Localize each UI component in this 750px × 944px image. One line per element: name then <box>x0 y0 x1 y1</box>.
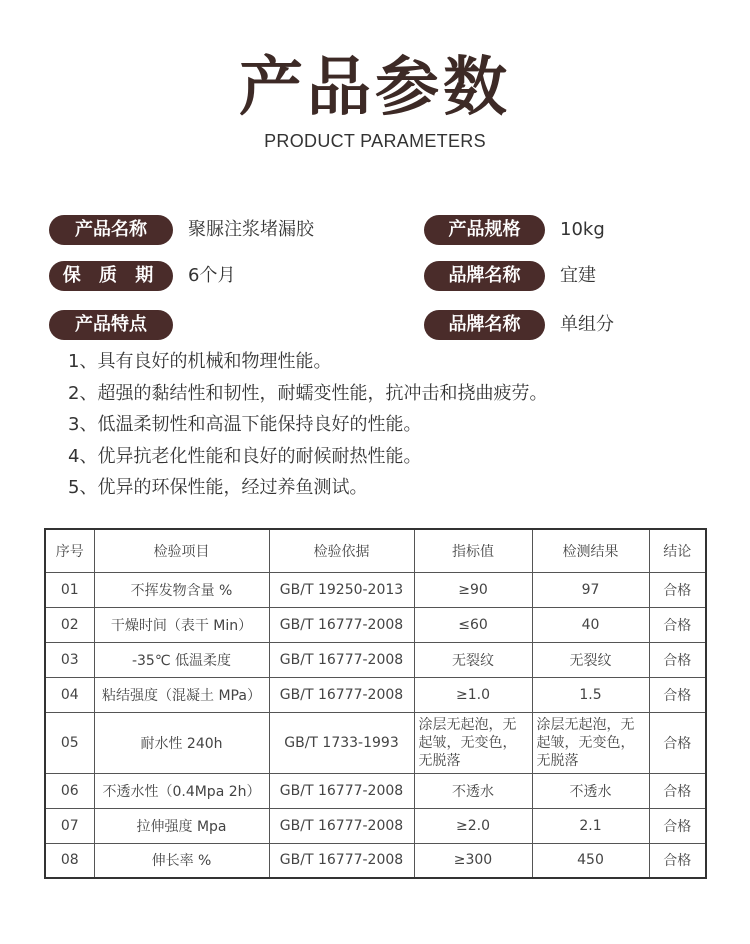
product-name-label: 产品名称 <box>49 215 173 245</box>
header-item: 检验项目 <box>94 529 269 572</box>
shelf-life-label: 保 质 期 <box>49 261 173 291</box>
cell-conclusion: 合格 <box>649 773 706 808</box>
cell-index-value: ≥2.0 <box>414 808 532 843</box>
cell-index-value: 无裂纹 <box>414 642 532 677</box>
cell-item: 耐水性 240h <box>94 712 269 773</box>
header-index-value: 指标值 <box>414 529 532 572</box>
product-name-value: 聚脲注浆堵漏胶 <box>188 219 314 240</box>
header-serial: 序号 <box>45 529 94 572</box>
cell-index-value: ≥90 <box>414 572 532 607</box>
cell-index-value: ≥1.0 <box>414 677 532 712</box>
product-features-label: 产品特点 <box>49 310 173 340</box>
cell-item: 不挥发物含量 % <box>94 572 269 607</box>
cell-conclusion: 合格 <box>649 712 706 773</box>
cell-standard: GB/T 16777-2008 <box>269 843 414 878</box>
table-row <box>45 572 706 607</box>
table-row <box>45 773 706 808</box>
feature-item: 4、优异抗老化性能和良好的耐候耐热性能。 <box>68 445 422 467</box>
product-spec-label: 产品规格 <box>424 215 545 245</box>
table-row <box>45 677 706 712</box>
header-standard: 检验依据 <box>269 529 414 572</box>
feature-list <box>68 346 547 504</box>
parameters-table <box>44 528 707 879</box>
cell-result: 无裂纹 <box>532 642 649 677</box>
table-row <box>45 642 706 677</box>
cell-item: 不透水性（0.4Mpa 2h） <box>94 773 269 808</box>
cell-result: 不透水 <box>532 773 649 808</box>
cell-item: 伸长率 % <box>94 843 269 878</box>
cell-serial: 05 <box>45 712 94 773</box>
feature-item: 2、超强的黏结性和韧性，耐蠕变性能，抗冲击和挠曲疲劳。 <box>68 382 548 404</box>
cell-standard: GB/T 19250-2013 <box>269 572 414 607</box>
cell-standard: GB/T 16777-2008 <box>269 607 414 642</box>
table-row <box>45 607 706 642</box>
cell-index-value: 涂层无起泡，无起皱，无变色，无脱落 <box>414 712 532 773</box>
page-title: 产品参数 <box>239 51 511 125</box>
cell-conclusion: 合格 <box>649 642 706 677</box>
cell-standard: GB/T 16777-2008 <box>269 642 414 677</box>
cell-item: 拉伸强度 Mpa <box>94 808 269 843</box>
cell-result: 450 <box>532 843 649 878</box>
cell-result: 涂层无起泡，无起皱，无变色，无脱落 <box>532 712 649 773</box>
cell-result: 2.1 <box>532 808 649 843</box>
header-result: 检测结果 <box>532 529 649 572</box>
cell-serial: 06 <box>45 773 94 808</box>
feature-item: 5、优异的环保性能，经过养鱼测试。 <box>68 477 368 498</box>
table-row <box>45 843 706 878</box>
component-value: 单组分 <box>560 314 614 335</box>
cell-conclusion: 合格 <box>649 808 706 843</box>
cell-index-value: 不透水 <box>414 773 532 808</box>
feature-item: 1、具有良好的机械和物理性能。 <box>68 351 332 372</box>
table-row <box>45 712 706 773</box>
cell-result: 97 <box>532 572 649 607</box>
cell-serial: 03 <box>45 642 94 677</box>
cell-serial: 02 <box>45 607 94 642</box>
cell-conclusion: 合格 <box>649 843 706 878</box>
product-spec-value: 10kg <box>560 219 605 240</box>
cell-serial: 01 <box>45 572 94 607</box>
component-label: 品牌名称 <box>424 310 545 340</box>
feature-item: 3、低温柔韧性和高温下能保持良好的性能。 <box>68 414 422 435</box>
shelf-life-value: 6个月 <box>188 265 236 286</box>
cell-standard: GB/T 16777-2008 <box>269 808 414 843</box>
cell-serial: 08 <box>45 843 94 878</box>
brand-name-label: 品牌名称 <box>424 261 545 291</box>
cell-serial: 07 <box>45 808 94 843</box>
header-conclusion: 结论 <box>649 529 706 572</box>
cell-index-value: ≤60 <box>414 607 532 642</box>
page-subtitle: PRODUCT PARAMETERS <box>264 131 486 151</box>
cell-standard: GB/T 16777-2008 <box>269 773 414 808</box>
cell-serial: 04 <box>45 677 94 712</box>
cell-result: 40 <box>532 607 649 642</box>
cell-result: 1.5 <box>532 677 649 712</box>
cell-conclusion: 合格 <box>649 572 706 607</box>
cell-item: 干燥时间（表干 Min） <box>94 607 269 642</box>
brand-name-value: 宜建 <box>560 265 596 286</box>
cell-standard: GB/T 16777-2008 <box>269 677 414 712</box>
cell-item: -35℃ 低温柔度 <box>94 642 269 677</box>
cell-conclusion: 合格 <box>649 677 706 712</box>
cell-standard: GB/T 1733-1993 <box>269 712 414 773</box>
cell-conclusion: 合格 <box>649 607 706 642</box>
cell-index-value: ≥300 <box>414 843 532 878</box>
table-row <box>45 808 706 843</box>
cell-item: 粘结强度（混凝土 MPa） <box>94 677 269 712</box>
table-header-row <box>45 529 706 572</box>
